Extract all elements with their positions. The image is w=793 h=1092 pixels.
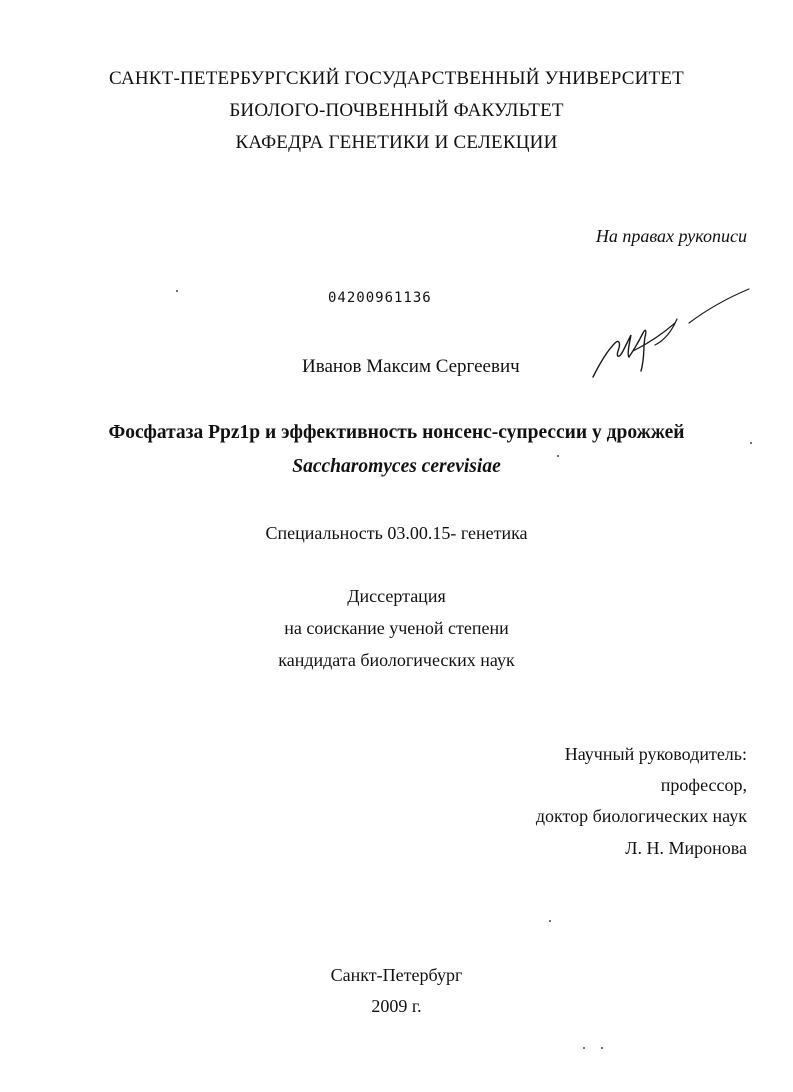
- scan-speck: [549, 920, 551, 922]
- scan-speck: [176, 290, 178, 292]
- supervisor-position: профессор,: [660, 775, 747, 795]
- degree-purpose: на соискание ученой степени: [284, 618, 509, 638]
- department-name: КАФЕДРА ГЕНЕТИКИ И СЕЛЕКЦИИ: [235, 132, 558, 153]
- scan-speck: [583, 1047, 585, 1049]
- scan-speck: [750, 442, 752, 444]
- supervisor-label: Научный руководитель:: [564, 744, 747, 764]
- signature-image: [585, 285, 755, 385]
- dissertation-label: Диссертация: [347, 586, 446, 606]
- dissertation-title-line1: Фосфатаза Ppz1p и эффективность нонсенс-супрессии у дрожжей: [108, 422, 685, 443]
- city: Санкт-Петербург: [330, 965, 463, 985]
- faculty-name: БИОЛОГО-ПОЧВЕННЫЙ ФАКУЛЬТЕТ: [229, 100, 564, 121]
- supervisor-name: Л. Н. Миронова: [625, 838, 747, 858]
- supervisor-degree: доктор биологических наук: [535, 806, 747, 826]
- author-name: Иванов Максим Сергеевич: [302, 356, 520, 377]
- manuscript-note: На правах рукописи: [595, 226, 747, 246]
- degree-type: кандидата биологических наук: [278, 650, 515, 670]
- scan-speck: [557, 455, 559, 457]
- university-name: САНКТ-ПЕТЕРБУРГСКИЙ ГОСУДАРСТВЕННЫЙ УНИВЕРСИТЕТ: [109, 68, 684, 89]
- dissertation-title-line2: Saccharomyces cerevisiae: [292, 456, 501, 477]
- specialty: Специальность 03.00.15- генетика: [265, 523, 528, 543]
- year: 2009 г.: [371, 996, 422, 1016]
- scan-speck: [601, 1047, 603, 1049]
- registration-number: 04200961136: [328, 290, 432, 306]
